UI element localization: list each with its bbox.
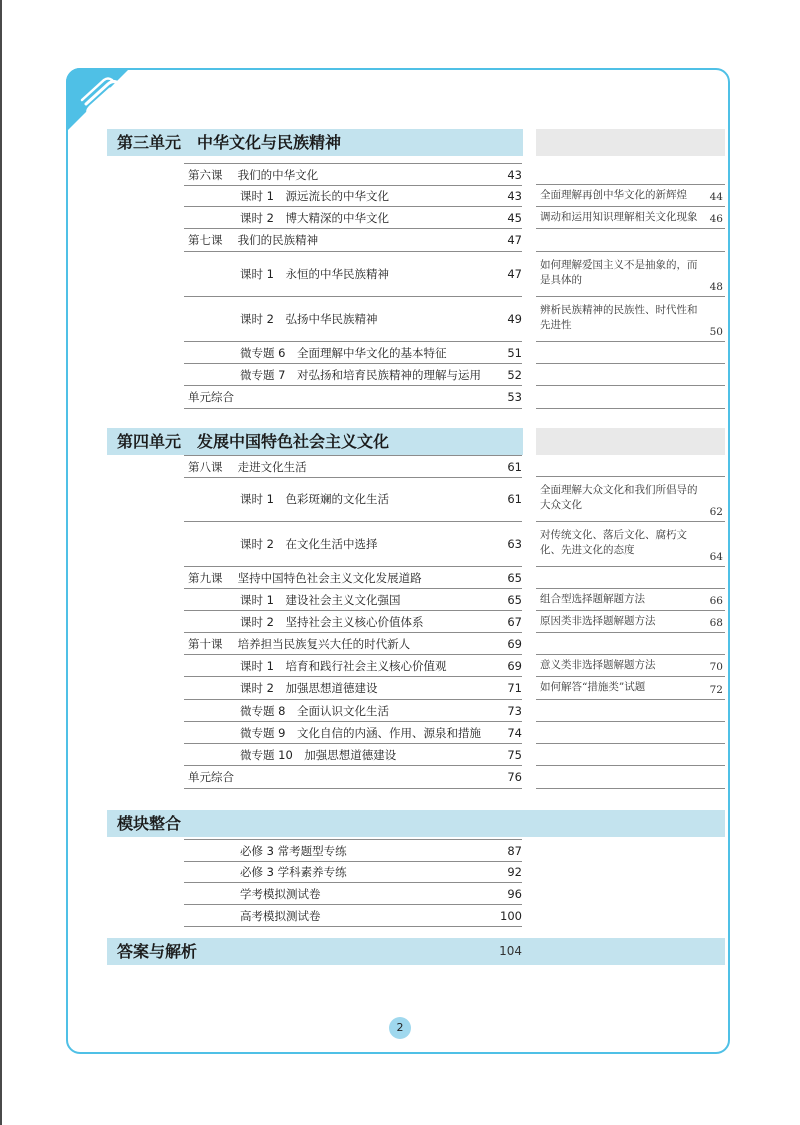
unit-3-tips-header <box>536 129 725 156</box>
paperclip-icon <box>72 74 128 118</box>
toc-page: 92 <box>507 864 522 879</box>
tip-row-empty <box>536 744 725 766</box>
tip-row[interactable] <box>536 677 725 700</box>
tip-text: 调动和运用知识理解相关文化现象 <box>540 211 698 223</box>
toc-page: 53 <box>507 390 522 404</box>
toc-row[interactable] <box>184 766 522 789</box>
toc-label: 课时 2 在文化生活中选择 <box>240 537 378 551</box>
tip-text: 辨析民族精神的民族性、时代性和先进性 <box>540 304 698 331</box>
toc-row[interactable] <box>184 364 522 386</box>
toc-row[interactable] <box>184 207 522 229</box>
tip-row[interactable] <box>536 207 725 229</box>
tip-row-empty <box>536 633 725 655</box>
toc-label: 第七课 我们的民族精神 <box>188 233 319 247</box>
toc-label: 第九课 坚持中国特色社会主义文化发展道路 <box>188 570 422 585</box>
toc-label: 学考模拟测试卷 <box>240 886 321 901</box>
toc-row[interactable] <box>184 567 522 589</box>
page-number: 2 <box>389 1017 411 1039</box>
tip-text: 对传统文化、落后文化、腐朽文化、先进文化的态度 <box>540 529 687 556</box>
toc-page: 65 <box>507 570 522 585</box>
tip-page: 44 <box>709 191 723 203</box>
toc-row[interactable] <box>184 744 522 766</box>
tip-row-empty <box>536 229 725 252</box>
tip-text: 全面理解大众文化和我们所倡导的大众文化 <box>540 484 698 511</box>
tip-page: 72 <box>709 684 723 696</box>
toc-page: 71 <box>507 681 522 695</box>
toc-label: 课时 2 加强思想道德建设 <box>240 681 378 695</box>
tip-row[interactable] <box>536 655 725 677</box>
tip-page: 66 <box>709 595 723 607</box>
tip-row[interactable] <box>536 185 725 207</box>
tip-row-empty <box>536 567 725 589</box>
tip-row-empty <box>536 766 725 789</box>
toc-row[interactable] <box>184 455 522 478</box>
toc-row[interactable] <box>184 700 522 722</box>
toc-label: 微专题 9 文化自信的内涵、作用、源泉和措施 <box>240 725 481 740</box>
page-edge <box>0 0 2 1125</box>
toc-label: 单元综合 <box>188 770 234 784</box>
toc-label: 单元综合 <box>188 390 234 404</box>
toc-row[interactable] <box>184 229 522 252</box>
tip-page: 62 <box>709 506 723 518</box>
toc-label: 课时 2 弘扬中华民族精神 <box>240 312 378 326</box>
toc-label: 必修 3 学科素养专练 <box>240 864 347 879</box>
answers-page: 104 <box>499 944 522 958</box>
toc-row[interactable] <box>184 522 522 567</box>
unit-3-title: 第三单元 中华文化与民族精神 <box>117 133 342 152</box>
toc-label: 课时 1 建设社会主义文化强国 <box>240 592 401 607</box>
toc-page: 63 <box>507 537 522 551</box>
toc-page: 69 <box>507 658 522 673</box>
unit-3-header <box>107 129 523 156</box>
toc-row[interactable] <box>184 633 522 655</box>
toc-label: 微专题 7 对弘扬和培育民族精神的理解与运用 <box>240 367 481 382</box>
tip-text: 原因类非选择题解题方法 <box>540 615 656 627</box>
toc-row[interactable] <box>184 185 522 207</box>
toc-page: 52 <box>507 367 522 382</box>
tip-page: 64 <box>709 551 723 563</box>
toc-page: 51 <box>507 345 522 360</box>
tip-row-empty <box>536 364 725 386</box>
toc-label: 必修 3 常考题型专练 <box>240 843 347 858</box>
toc-page: 69 <box>507 636 522 651</box>
toc-page: 61 <box>507 492 522 506</box>
toc-page: 96 <box>507 886 522 901</box>
tip-row[interactable] <box>536 589 725 611</box>
toc-page: 47 <box>507 267 522 281</box>
tip-row[interactable] <box>536 252 725 297</box>
tip-page: 68 <box>709 617 723 629</box>
toc-row[interactable] <box>184 722 522 744</box>
toc-row[interactable] <box>184 386 522 409</box>
toc-page: 61 <box>507 459 522 474</box>
tip-page: 70 <box>709 661 723 673</box>
toc-label: 课时 1 培育和践行社会主义核心价值观 <box>240 658 447 673</box>
tip-text: 如何解答“措施类”试题 <box>540 681 646 693</box>
tip-row-empty <box>536 342 725 364</box>
tip-row-empty <box>536 455 725 477</box>
toc-row[interactable] <box>184 861 522 883</box>
toc-page: 67 <box>507 614 522 629</box>
toc-page: 43 <box>507 167 522 182</box>
tip-row-empty <box>536 722 725 744</box>
unit-4-tips-header <box>536 428 725 455</box>
toc-page: 47 <box>507 233 522 247</box>
toc-label: 课时 2 博大精深的中华文化 <box>240 210 389 225</box>
unit-4-title: 第四单元 发展中国特色社会主义文化 <box>117 432 390 451</box>
tip-row[interactable] <box>536 522 725 567</box>
tip-page: 50 <box>709 326 723 338</box>
tip-row[interactable] <box>536 297 725 342</box>
toc-label: 课时 2 坚持社会主义核心价值体系 <box>240 614 424 629</box>
toc-row[interactable] <box>184 883 522 905</box>
toc-page: 76 <box>507 770 522 784</box>
module-title: 模块整合 <box>117 814 182 833</box>
answers-header[interactable] <box>107 938 725 965</box>
toc-page: 65 <box>507 592 522 607</box>
toc-page: 45 <box>507 210 522 225</box>
answers-title: 答案与解析 <box>117 942 198 961</box>
toc-label: 第八课 走进文化生活 <box>188 459 307 474</box>
tip-row-empty <box>536 163 725 185</box>
toc-label: 高考模拟测试卷 <box>240 908 321 923</box>
toc-page: 75 <box>507 747 522 762</box>
toc-label: 第六课 我们的中华文化 <box>188 167 319 182</box>
tip-row[interactable] <box>536 477 725 522</box>
toc-page: 43 <box>507 188 522 203</box>
toc-page: 74 <box>507 725 522 740</box>
tip-page: 46 <box>709 213 723 225</box>
toc-row[interactable] <box>184 611 522 633</box>
toc-label: 微专题 6 全面理解中华文化的基本特征 <box>240 345 447 360</box>
tip-text: 组合型选择题解题方法 <box>540 593 645 605</box>
toc-page: 87 <box>507 843 522 858</box>
toc-label: 微专题 10 加强思想道德建设 <box>240 747 397 762</box>
toc-row[interactable] <box>184 297 522 342</box>
toc-row[interactable] <box>184 655 522 677</box>
toc-label: 第十课 培养担当民族复兴大任的时代新人 <box>188 636 411 651</box>
toc-page: 73 <box>507 703 522 718</box>
toc-row[interactable] <box>184 677 522 700</box>
tip-row-empty <box>536 700 725 722</box>
toc-label: 课时 1 色彩斑斓的文化生活 <box>240 492 389 506</box>
toc-page: 49 <box>507 312 522 326</box>
tip-text: 意义类非选择题解题方法 <box>540 659 656 671</box>
toc-label: 课时 1 永恒的中华民族精神 <box>240 267 389 281</box>
toc-row[interactable] <box>184 252 522 297</box>
tip-row-empty <box>536 386 725 409</box>
unit-4-header <box>107 428 523 455</box>
toc-row[interactable] <box>184 477 522 522</box>
tip-text: 如何理解爱国主义不是抽象的，而是具体的 <box>540 259 698 286</box>
toc-label: 微专题 8 全面认识文化生活 <box>240 703 389 718</box>
toc-row[interactable] <box>184 839 522 862</box>
toc-page: 100 <box>500 908 522 923</box>
toc-label: 课时 1 源远流长的中华文化 <box>240 188 389 203</box>
tip-text: 全面理解再创中华文化的新辉煌 <box>540 189 687 201</box>
tip-row[interactable] <box>536 611 725 633</box>
toc-row[interactable] <box>184 163 522 186</box>
toc-row[interactable] <box>184 342 522 364</box>
toc-row[interactable] <box>184 589 522 611</box>
tip-page: 48 <box>709 281 723 293</box>
toc-row[interactable] <box>184 905 522 927</box>
module-header <box>107 810 725 837</box>
